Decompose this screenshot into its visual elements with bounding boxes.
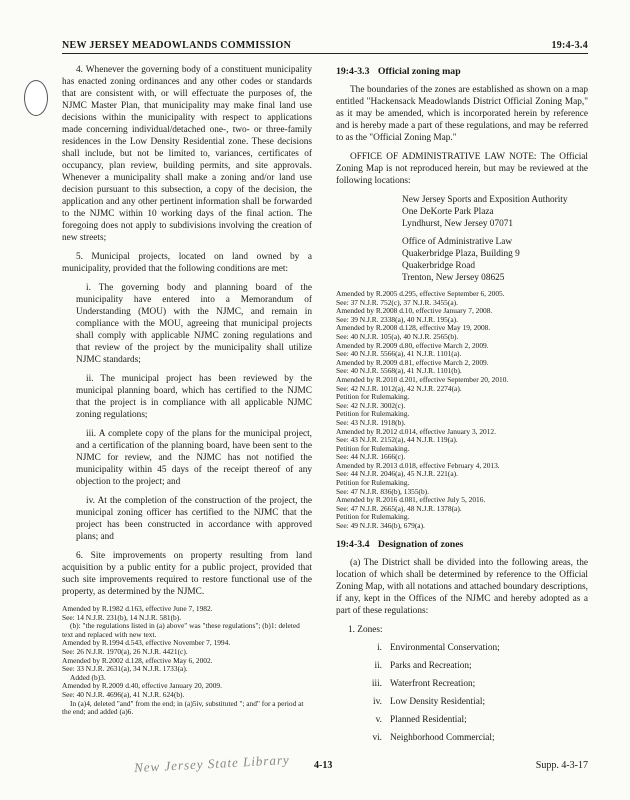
history-line: Amended by R.2016 d.081, effective July 5, 2016. [336,495,486,505]
section-title: Designation of zones [377,538,464,550]
history-line: See: 40 N.J.R. 105(a), 40 N.J.R. 2565(b). [336,331,459,341]
section-number: 19:4-3.4 [336,538,370,550]
paragraph-5-iv: iv. At the completion of the construction of the project, the municipal zoning officer has certified to the NJMC that the project has been constructed in accordance with approved plans; and [76,496,312,542]
zone-name: Low Density Residential; [390,696,486,707]
history-line: See: 42 N.J.R. 3002(c). [336,400,406,410]
history-line: Amended by R.1994 d.543, effective November 7, 1994. [62,638,231,648]
library-stamp: New Jersey State Library [133,751,291,776]
header-title: NEW JERSEY MEADOWLANDS COMMISSION [62,40,292,51]
history-line: See: 47 N.J.R. 836(b), 1355(b). [336,486,429,496]
history-line: See: 33 N.J.R. 2631(a), 34 N.J.R. 1733(a). [62,664,188,674]
binder-hole [24,80,48,116]
zones-sublist [348,642,588,744]
history-line: Amended by R.2009 d.81, effective March 2, 2009. [336,357,489,367]
history-line: Amended by R.2009 d.40, effective January 20, 2009. [62,681,222,691]
address-line: One DeKorte Park Plaza [402,207,494,217]
address-block-oal [336,236,588,284]
zone-item [362,642,588,654]
section-heading-3-4 [336,539,588,551]
running-header [62,40,588,54]
right-history-notes [336,290,588,531]
paragraph-5-i: i. The governing body and planning board of the municipality have entered into a Memorandum of Understanding (MOU) with the NJMC, and remain in compliance with the MOU, agreeing that municipal projects shall comply with applicable NJMC zoning regulations and that review of the project by the municipality shall utilize NJMC standards; [76,283,312,365]
zones-list [336,624,588,744]
address-block-njsea [336,194,588,230]
page-number: 4-13 [314,760,333,771]
history-line: Amended by R.2009 d.80, effective March 2, 2009. [336,340,489,350]
zone-numeral: i. [377,642,382,653]
section-3-3-text: The boundaries of the zones are established as shown on a map entitled "Hackensack Meadowlands District Official Zoning Map," as it may be amended, which is incorporated herein by reference and is hereby made a part of these regulations, and may be referred to as the "Official Zoning Map." [336,85,588,143]
zone-name: Planned Residential; [390,714,467,725]
address-line: Trenton, New Jersey 08625 [402,273,505,283]
history-line: Amended by R.2010 d.201, effective September 20, 2010. [336,374,509,384]
header-section-number: 19:4-3.4 [551,40,588,51]
history-line: Amended by R.2008 d.10, effective January 7, 2008. [336,306,493,316]
zone-numeral: iv. [373,696,382,707]
history-line: See: 14 N.J.R. 231(b), 14 N.J.R. 581(b). [62,612,182,622]
history-line: See: 44 N.J.R. 1666(c). [336,452,406,462]
history-line: Petition for Rulemaking. [336,392,410,402]
address-line: New Jersey Sports and Exposition Authority [402,195,568,205]
zone-name: Neighborhood Commercial; [390,732,495,743]
right-column [336,64,588,750]
zone-name: Waterfront Recreation; [390,678,476,689]
history-line: (b): "the regulations listed in (a) above" was "these regulations"; (b)1: deleted text and replaced with new text. [62,621,300,639]
zone-item [362,714,588,726]
history-line: See: 40 N.J.R. 5566(a), 41 N.J.R. 1101(a). [336,349,462,359]
zone-item [362,696,588,708]
history-line: See: 42 N.J.R. 1012(a), 42 N.J.R. 2274(a). [336,383,462,393]
section-3-4-text: (a) The District shall be divided into the following areas, the location of which shall be determined by reference to the Official Zoning Map, with all notations and attached boundary descriptions, if any, kept in the Offices of the NJMC and hereby adopted as a part of these regulations: [336,557,588,616]
paragraph-5: 5. Municipal projects, located on land owned by a municipality, provided that the following conditions are met: [62,252,312,274]
zone-numeral: iii. [371,678,382,689]
zone-name: Parks and Recreation; [390,660,472,671]
history-line: See: 40 N.J.R. 4696(a), 41 N.J.R. 624(b). [62,689,185,699]
history-line: Petition for Rulemaking. [336,512,410,522]
history-line: Added (b)3. [70,672,106,682]
history-line: Petition for Rulemaking. [336,409,410,419]
section-number: 19:4-3.3 [336,66,370,77]
zone-numeral: ii. [374,660,382,671]
history-line: Amended by R.2008 d.128, effective May 19, 2008. [336,323,491,333]
section-heading-3-3 [336,66,588,78]
history-line: Amended by R.2002 d.128, effective May 6, 2002. [62,655,213,665]
oal-note: OFFICE OF ADMINISTRATIVE LAW NOTE: The Official Zoning Map is not reproduced herein, but may be reviewed at the following locations: [336,152,588,186]
history-line: In (a)4, deleted "and" from the end; in (a)5iv, substituted "; and" for a period at the end; and added (a)6. [62,698,304,717]
paragraph-6: 6. Site improvements on property resulting from land acquisition by a public entity for a public project, provided that such site improvements required to restore functional use of the property, as determined by the NJMC. [62,551,312,597]
history-line: Amended by R.2005 d.295, effective September 6, 2005. [336,289,505,298]
zone-item [362,732,588,744]
history-line: See: 43 N.J.R. 1918(b). [336,417,406,427]
address-line: Office of Administrative Law [402,237,513,247]
paragraph-5-ii: ii. The municipal project has been reviewed by the municipal planning board, which has certified to the NJMC that the project is in compliance with all applicable NJMC zoning regulations; [76,374,312,420]
address-line: Quakerbridge Plaza, Building 9 [402,249,520,259]
zone-numeral: vi. [372,732,382,743]
history-line: See: 44 N.J.R. 2046(a), 45 N.J.R. 221(a). [336,469,458,479]
history-line: See: 40 N.J.R. 5568(a), 41 N.J.R. 1101(b). [336,366,462,376]
history-line: See: 39 N.J.R. 2338(a), 40 N.J.R. 195(a). [336,314,458,324]
zones-label: 1. Zones: [348,624,383,635]
address-line: Quakerbridge Road [402,261,476,271]
history-line: Amended by R.2012 d.014, effective January 3, 2012. [336,426,496,436]
history-line: Petition for Rulemaking. [336,443,410,453]
zone-item [362,660,588,672]
supplement-date: Supp. 4-3-17 [535,760,588,771]
section-title: Official zoning map [377,66,461,77]
history-line: See: 49 N.J.R. 346(b), 679(a). [336,521,425,531]
history-line: See: 47 N.J.R. 2665(a), 48 N.J.R. 1378(a). [336,503,462,513]
history-line: See: 43 N.J.R. 2152(a), 44 N.J.R. 119(a). [336,435,458,445]
history-line: See: 37 N.J.R. 752(c), 37 N.J.R. 3455(a). [336,297,458,307]
zone-numeral: v. [375,714,382,725]
zone-item [362,678,588,690]
history-line: Amended by R.1982 d.163, effective June 7, 1982. [62,604,213,613]
history-line: Petition for Rulemaking. [336,478,410,488]
address-line: Lyndhurst, New Jersey 07071 [402,219,514,229]
paragraph-4: 4. Whenever the governing body of a constituent municipality has enacted zoning ordinances and any other codes or standards that are consistent with, or will effectuate the purposes of, the NJMC Master Plan, that municipality may make final land use decisions within the municipality with respect to applications made concerning individual/detached one-, two- or three-family residences in the Low Density Residential zone. These decisions shall include, but not be limited to, variances, certificates of occupancy, plan review, building permits, and site approvals. Whenever a municipality shall make a zoning and/or land use decision pursuant to this subsection, a copy of the decision, the application and any other pertinent information shall be forwarded to the NJMC within 10 working days of the final action. The foregoing does not apply to subdivisions involving the creation of new streets; [62,65,312,243]
paragraph-5-iii: iii. A complete copy of the plans for the municipal project, and a certification of the planning board, have been sent to the NJMC for review, and the NJMC has not notified the municipality within 45 days of the receipt thereof of any objection to the project; and [76,429,312,487]
left-column [62,64,312,717]
history-line: Amended by R.2013 d.018, effective February 4, 2013. [336,460,500,470]
history-line: See: 26 N.J.R. 1970(a), 26 N.J.R. 4421(c). [62,646,188,656]
zone-name: Environmental Conservation; [390,642,500,653]
left-history-notes [62,605,312,717]
